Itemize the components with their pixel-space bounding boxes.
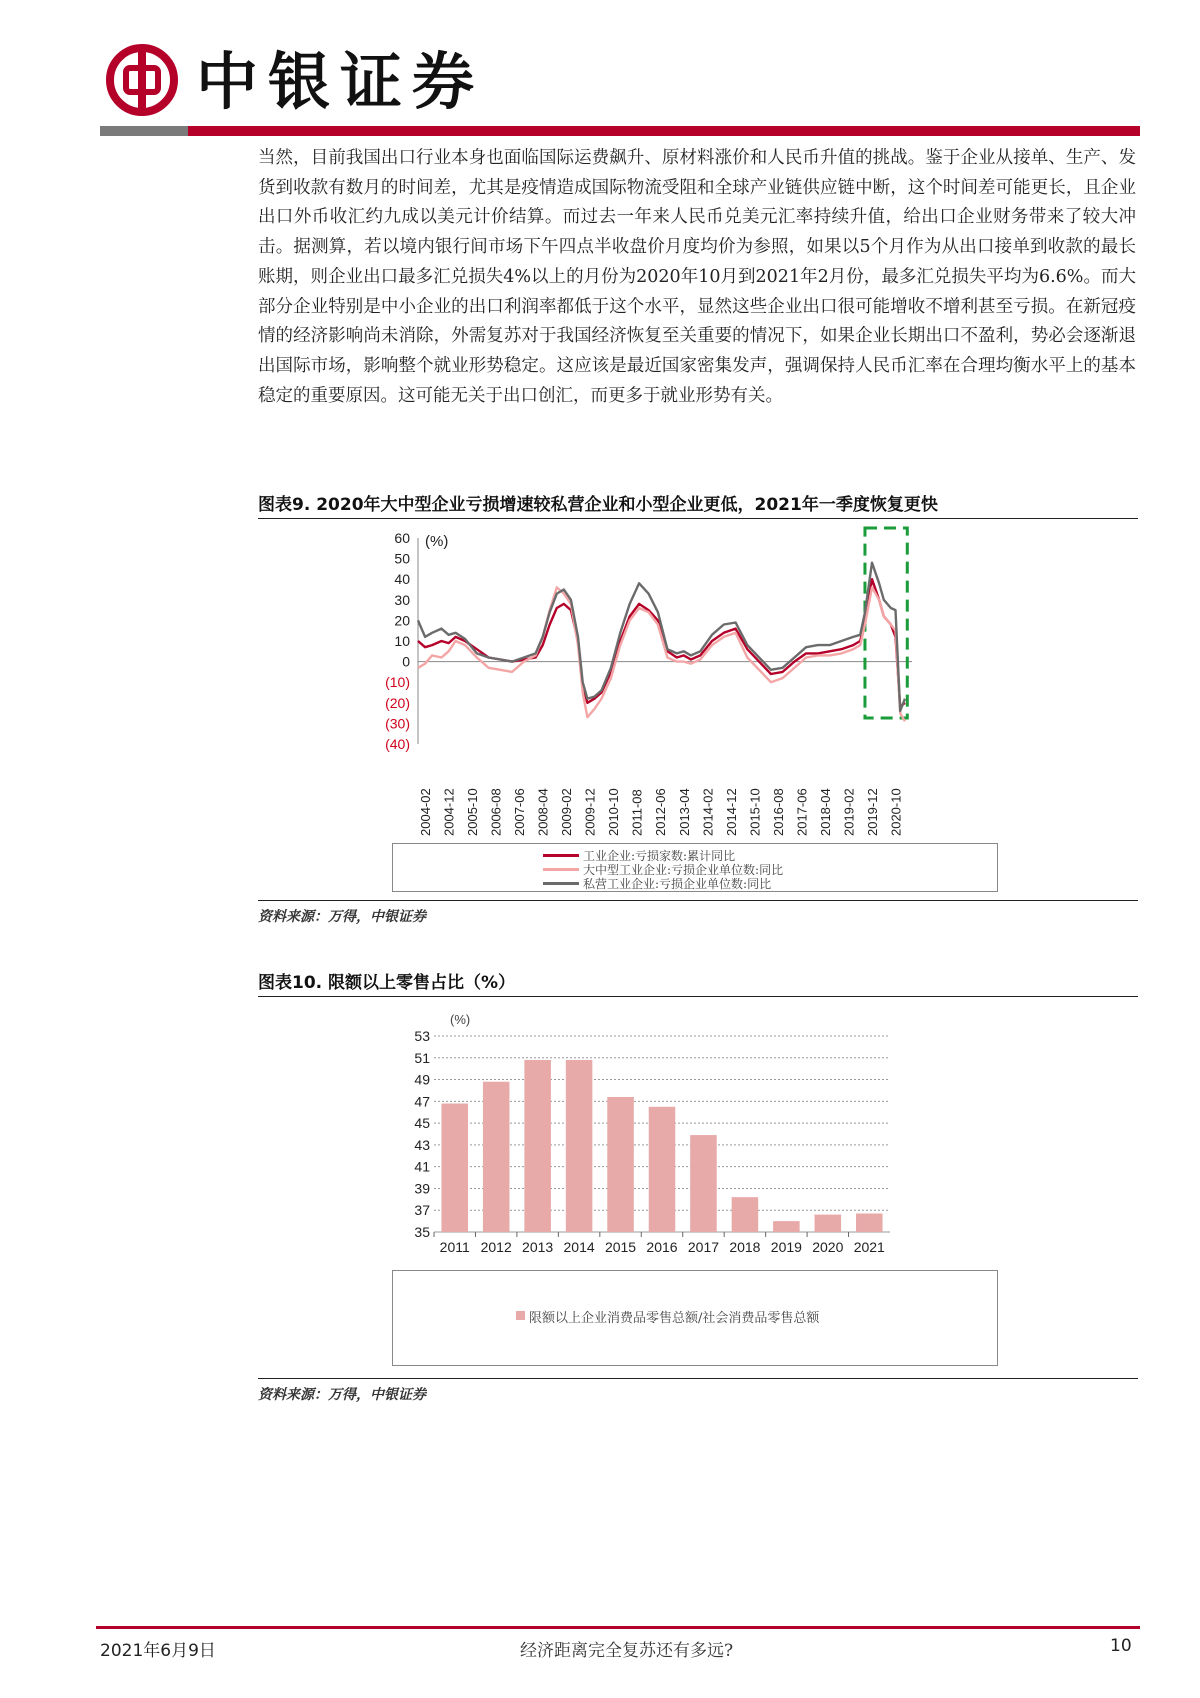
figure10-x-tick-label: 2013 [522, 1239, 554, 1255]
header-bar [100, 126, 1140, 136]
figure10-y-tick-label: 39 [414, 1180, 430, 1197]
figure10-bar-2015 [607, 1097, 634, 1232]
figure9-y-tick-label: (10) [385, 674, 410, 691]
figure9-y-tick-label: 50 [394, 550, 410, 567]
figure9-x-tick-label: 2009-02 [559, 788, 575, 836]
figure9-y-tick-label: 10 [394, 633, 410, 649]
figure10-x-tick-label: 2018 [729, 1239, 761, 1255]
figure10-y-tick-label: 53 [414, 1028, 430, 1044]
figure10-x-tick-label: 2015 [604, 1239, 637, 1255]
figure10-y-tick-label: 49 [414, 1071, 430, 1088]
legend-swatch-series3 [543, 882, 579, 885]
figure10-bar-2021 [856, 1213, 883, 1232]
figure10-source: 资料来源：万得，中银证券 [258, 1387, 426, 1403]
figure9-y-tick-label: 20 [394, 612, 410, 629]
body-paragraph: 当然，目前我国出口行业本身也面临国际运费飙升、原材料涨价和人民币升值的挑战。鉴于企业从接单、生产、发货到收款有数月的时间差，尤其是疫情造成国际物流受阻和全球产业链供应链中断，这个时间差可能更长，且企业出口外币收汇约九成以美元计价结算。而过去一年来人民币兑美元汇率持续升值，给出口企业财务带来了较大冲击。据测算，若以境内银行间市场下午四点半收盘价月度均价为参照，如果以5个月作为从出口接单到收款的最长账期，则企业出口最多汇兑损失4%以上的月份为2020年10月到2021年2月份，最多汇兑损失平均为6.6%。而大部分企业特别是中小企业的出口利润率都低于这个水平，显然这些企业出口很可能增收不增利甚至亏损。在新冠疫情的经济影响尚未消除，外需复苏对于我国经济恢复至关重要的情况下，如果企业长期出口不盈利，势必会逐渐退出国际市场，影响整个就业形势稳定。这应该是最近国家密集发声，强调保持人民币汇率在合理均衡水平上的基本稳定的重要原因。这可能无关于出口创汇，而更多于就业形势有关。 [258, 148, 1136, 406]
figure9-y-tick-label: 0 [402, 653, 410, 670]
figure9-bottom-rule [258, 900, 1138, 901]
figure10-bottom-rule [258, 1378, 1138, 1379]
figure10-x-tick-label: 2014 [563, 1239, 595, 1255]
figure9-title: 图表9. 2020年大中型企业亏损增速较私营企业和小型企业更低，2021年一季度恢复更快 [258, 495, 938, 515]
figure10-y-tick-label: 35 [414, 1224, 430, 1240]
figure10-bar-2018 [732, 1197, 759, 1232]
figure10-bar-2012 [483, 1082, 510, 1232]
figure9-x-tick-label: 2004-02 [418, 788, 433, 836]
figure9-x-tick-label: 2016-08 [770, 788, 786, 836]
figure10-x-tick-label: 2020 [812, 1239, 844, 1255]
figure9-x-tick-label: 2015-10 [747, 788, 763, 836]
figure10-y-tick-label: 45 [414, 1115, 430, 1132]
figure10-x-tick-label: 2017 [687, 1239, 720, 1255]
figure10-bar-2013 [524, 1060, 551, 1232]
figure9-x-tick-label: 2018-04 [817, 788, 833, 836]
figure9-top-rule [258, 518, 1138, 519]
figure9-source: 资料来源：万得，中银证券 [258, 909, 426, 925]
figure10-x-tick-label: 2011 [439, 1239, 470, 1255]
figure9-x-tick-label: 2010-10 [606, 788, 622, 836]
legend-label-series3: 私营工业企业:亏损企业单位数:同比 [583, 877, 772, 891]
brand-name: 中银证券 [196, 45, 485, 118]
page-header [100, 40, 1140, 140]
figure10-bar-2016 [649, 1107, 676, 1232]
header-bar-grey [100, 126, 188, 136]
footer-date: 2021年6月9日 [100, 1641, 216, 1661]
header-bar-red [188, 126, 1140, 136]
figure10-x-tick-label: 2012 [480, 1239, 512, 1255]
figure10-bar-2020 [815, 1215, 842, 1232]
footer-rule [96, 1626, 1140, 1629]
bank-of-china-logo-icon [106, 44, 178, 116]
figure10-bar-2014 [566, 1060, 593, 1232]
figure9-x-tick-label: 2020-10 [888, 788, 904, 836]
figure9-x-tick-label: 2014-12 [723, 788, 739, 836]
figure10-y-tick-label: 41 [414, 1158, 430, 1175]
figure9-x-tick-label: 2007-06 [512, 788, 528, 836]
legend-swatch-series1 [543, 854, 579, 857]
figure10-y-axis-unit: (%) [450, 1012, 471, 1027]
legend-swatch-series2 [543, 868, 579, 871]
figure10-bar-2011 [441, 1104, 468, 1232]
figure9-x-tick-label: 2019-02 [841, 788, 857, 836]
figure10-y-tick-label: 47 [414, 1093, 430, 1110]
figure9-y-tick-label: (30) [385, 715, 410, 732]
figure10-title: 图表10. 限额以上零售占比（%） [258, 973, 516, 993]
figure10-x-tick-label: 2021 [853, 1239, 885, 1255]
figure9-x-tick-label: 2006-08 [488, 788, 504, 836]
legend-label-series1: 工业企业:亏损家数:累计同比 [583, 849, 736, 863]
figure10-x-tick-label: 2016 [646, 1239, 678, 1255]
figure10-x-tick-label: 2019 [770, 1239, 802, 1255]
figure9-x-tick-label: 2019-12 [864, 788, 880, 836]
figure9-legend [392, 843, 998, 892]
figure9-series-line-1 [418, 579, 905, 707]
figure10-y-tick-label: 43 [414, 1136, 430, 1153]
figure9-x-tick-label: 2011-08 [629, 789, 645, 836]
figure9-highlight-box [865, 528, 907, 718]
figure9-x-tick-label: 2004-12 [441, 788, 457, 836]
figure9-y-tick-label: 30 [394, 591, 410, 608]
footer-page-number: 10 [1110, 1636, 1132, 1656]
figure9-x-tick-label: 2005-10 [465, 788, 481, 836]
figure9-x-tick-label: 2017-06 [794, 788, 810, 836]
figure9-y-tick-label: (20) [385, 694, 410, 711]
figure9-y-tick-label: (40) [385, 736, 410, 752]
figure10-bar-2019 [773, 1221, 800, 1232]
figure9-x-tick-label: 2014-02 [700, 788, 716, 836]
figure9-y-axis-unit: (%) [425, 533, 449, 550]
figure9-x-tick-label: 2008-04 [535, 788, 551, 836]
figure9-y-tick-label: 60 [394, 530, 410, 546]
figure9-x-tick-label: 2012-06 [653, 788, 669, 836]
figure10-legend [392, 1270, 998, 1366]
figure10-bar-chart [410, 1010, 950, 1266]
legend-label-bars: 限额以上企业消费品零售总额/社会消费品零售总额 [529, 1311, 820, 1326]
figure10-y-tick-label: 51 [414, 1049, 430, 1066]
legend-label-series2: 大中型工业企业:亏损企业单位数:同比 [583, 863, 784, 877]
legend-swatch-bars [516, 1311, 525, 1320]
figure9-y-tick-label: 40 [394, 571, 410, 588]
figure9-series-line-2 [418, 587, 905, 721]
footer-report-title: 经济距离完全复苏还有多远? [520, 1641, 734, 1661]
figure10-bar-2017 [690, 1135, 717, 1232]
figure9-x-tick-label: 2009-12 [582, 788, 598, 836]
figure10-y-tick-label: 37 [414, 1202, 430, 1219]
figure9-x-tick-label: 2013-04 [676, 788, 692, 836]
figure10-top-rule [258, 996, 1138, 997]
